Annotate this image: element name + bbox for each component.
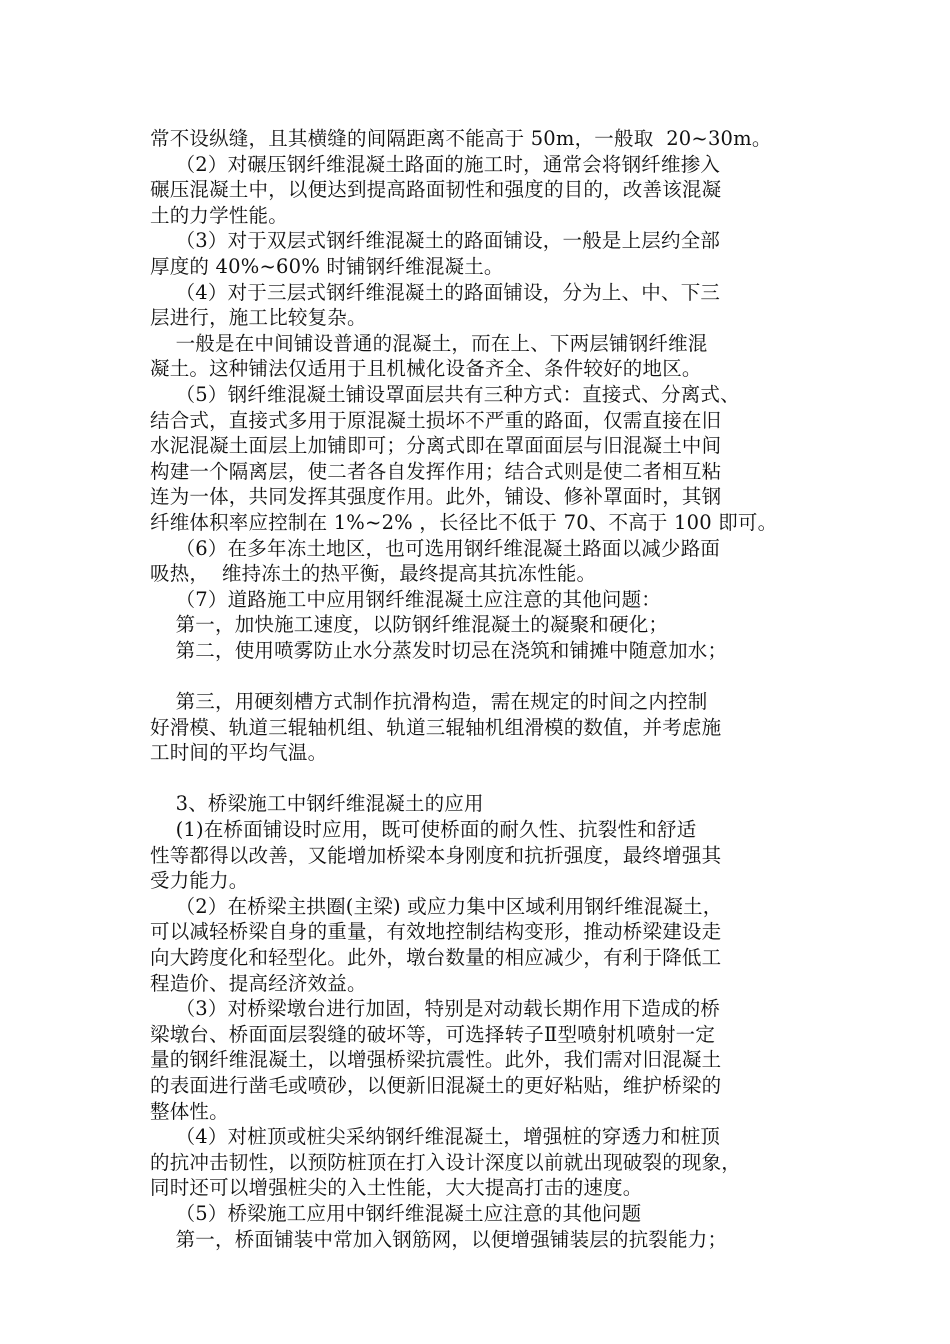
text-line: 吸热， 维持冻土的热平衡，最终提高其抗冻性能。 bbox=[150, 562, 597, 586]
text-line: 性等都得以改善，又能增加桥梁本身刚度和抗折强度，最终增强其 bbox=[150, 843, 722, 867]
text-line: 工时间的平均气温。 bbox=[150, 741, 328, 765]
text-line: 量的钢纤维混凝土，以增强桥梁抗震性。此外，我们需对旧混凝土 bbox=[150, 1048, 722, 1072]
text-line: 凝土。这种铺法仅适用于且机械化设备齐全、条件较好的地区。 bbox=[150, 357, 702, 381]
blank-line bbox=[150, 766, 798, 792]
text-line: 构建一个隔离层，使二者各自发挥作用；结合式则是使二者相互粘 bbox=[150, 459, 722, 483]
text-line: 层进行，施工比较复杂。 bbox=[150, 306, 367, 330]
text-line: 好滑模、轨道三辊轴机组、轨道三辊轴机组滑模的数值，并考虑施 bbox=[150, 715, 722, 739]
text-line: 第三，用硬刻槽方式制作抗滑构造，需在规定的时间之内控制 bbox=[150, 690, 708, 714]
text-line: 连为一体，共同发挥其强度作用。此外，铺设、修补罩面时，其钢 bbox=[150, 485, 722, 509]
text-line: 第一，桥面铺装中常加入钢筋网，以便增强铺装层的抗裂能力； bbox=[150, 1227, 728, 1251]
text-line: 碾压混凝土中，以便达到提高路面韧性和强度的目的，改善该混凝 bbox=[150, 178, 722, 202]
text-line: 结合式，直接式多用于原混凝土损坏不严重的路面，仅需直接在旧 bbox=[150, 408, 722, 432]
text-line: 水泥混凝土面层上加铺即可；分离式即在罩面面层与旧混凝土中间 bbox=[150, 434, 722, 458]
text-line: 常不设纵缝，且其横缝的间隔距离不能高于 50m，一般取 20~30m。 bbox=[150, 127, 772, 150]
text-line: 整体性。 bbox=[150, 1099, 229, 1123]
text-line: 的抗冲击韧性，以预防桩顶在打入设计深度以前就出现破裂的现象， bbox=[150, 1150, 742, 1174]
blank-line bbox=[150, 663, 798, 689]
text-line: 受力能力。 bbox=[150, 869, 249, 893]
text-line: （2）在桥梁主拱圈(主梁) 或应力集中区域利用钢纤维混凝土， bbox=[150, 894, 723, 918]
section-heading: 3、桥梁施工中钢纤维混凝土的应用 bbox=[150, 792, 484, 816]
text-line: （3）对桥梁墩台进行加固，特别是对动载长期作用下造成的桥 bbox=[150, 997, 721, 1021]
text-line: 可以减轻桥梁自身的重量，有效地控制结构变形，推动桥梁建设走 bbox=[150, 920, 722, 944]
text-line: 一般是在中间铺设普通的混凝土，而在上、下两层铺钢纤维混 bbox=[150, 331, 708, 355]
text-line: （6）在多年冻土地区，也可选用钢纤维混凝土路面以减少路面 bbox=[150, 536, 721, 560]
text-line: 的表面进行凿毛或喷砂，以便新旧混凝土的更好粘贴，维护桥梁的 bbox=[150, 1073, 722, 1097]
text-line: （5）桥梁施工应用中钢纤维混凝土应注意的其他问题 bbox=[150, 1201, 642, 1225]
text-line: （4）对于三层式钢纤维混凝土的路面铺设，分为上、中、下三 bbox=[150, 280, 721, 304]
text-line: 土的力学性能。 bbox=[150, 203, 288, 227]
text-line: （2）对碾压钢纤维混凝土路面的施工时，通常会将钢纤维掺入 bbox=[150, 152, 721, 176]
text-line: 同时还可以增强桩尖的入土性能，大大提高打击的速度。 bbox=[150, 1176, 643, 1200]
text-line: （5）钢纤维混凝土铺设罩面层共有三种方式：直接式、分离式、 bbox=[150, 382, 740, 406]
text-line: 梁墩台、桥面面层裂缝的破坏等，可选择转子Ⅱ型喷射机喷射一定 bbox=[150, 1022, 716, 1046]
text-line: (1)在桥面铺设时应用，既可使桥面的耐久性、抗裂性和舒适 bbox=[150, 818, 697, 842]
text-line: （3）对于双层式钢纤维混凝土的路面铺设，一般是上层约全部 bbox=[150, 229, 721, 253]
text-line: 第一，加快施工速度，以防钢纤维混凝土的凝聚和硬化； bbox=[150, 613, 669, 637]
text-line: （7）道路施工中应用钢纤维混凝土应注意的其他问题： bbox=[150, 587, 662, 611]
document-body bbox=[150, 126, 798, 1252]
text-line: 向大跨度化和轻型化。此外，墩台数量的相应减少，有利于降低工 bbox=[150, 946, 722, 969]
text-line: 第二，使用喷雾防止水分蒸发时切忌在浇筑和铺摊中随意加水； bbox=[150, 638, 728, 662]
text-line: 程造价、提高经济效益。 bbox=[150, 971, 367, 995]
text-line: 厚度的 40%~60% 时铺钢纤维混凝土。 bbox=[150, 254, 504, 278]
text-line: （4）对桩顶或桩尖采纳钢纤维混凝土，增强桩的穿透力和桩顶 bbox=[150, 1125, 721, 1149]
text-line: 纤维体积率应控制在 1%~2% ，长径比不低于 70、不高于 100 即可。 bbox=[150, 510, 778, 534]
